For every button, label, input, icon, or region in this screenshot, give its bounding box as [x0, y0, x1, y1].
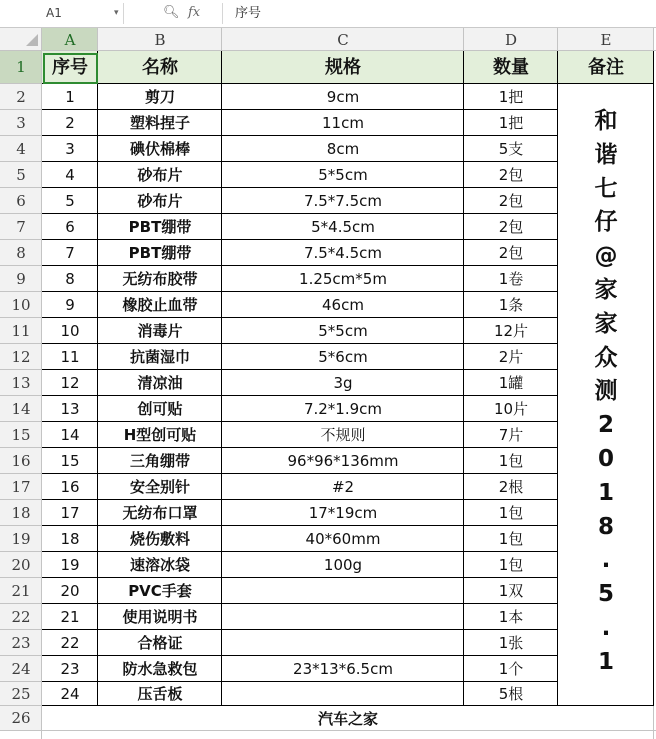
- column-header-d[interactable]: D: [464, 28, 558, 51]
- table-cell[interactable]: 碘伏棉棒: [129, 140, 190, 158]
- row-header-divider: [0, 525, 42, 526]
- column-header-divider: [221, 28, 222, 51]
- header-cell[interactable]: 备注: [558, 51, 654, 84]
- table-horizontal-border: [42, 135, 558, 136]
- column-header-a[interactable]: A: [42, 28, 98, 51]
- table-cell[interactable]: PVC手套: [128, 582, 192, 600]
- table-cell[interactable]: 抗菌湿巾: [129, 348, 190, 366]
- table-cell[interactable]: 2根: [498, 478, 524, 496]
- row-header-10[interactable]: 10: [0, 292, 42, 318]
- column-header-bottom-border: [0, 50, 656, 51]
- remark-character: 1: [597, 479, 614, 506]
- formula-input[interactable]: 序号: [222, 3, 654, 24]
- table-vertical-border: [97, 51, 98, 706]
- remark-character: 1: [597, 648, 614, 675]
- table-cell[interactable]: 2包: [498, 192, 524, 210]
- table-horizontal-border: [42, 577, 558, 578]
- header-cell[interactable]: 名称: [98, 51, 222, 84]
- row-header-divider: [0, 473, 42, 474]
- table-horizontal-border: [42, 187, 558, 188]
- row-header-divider: [0, 161, 42, 162]
- table-cell[interactable]: [222, 630, 464, 656]
- table-horizontal-border: [42, 239, 558, 240]
- table-cell[interactable]: 合格证: [137, 634, 183, 652]
- table-cell[interactable]: 消毒片: [137, 322, 183, 340]
- table-cell[interactable]: 23: [60, 660, 80, 678]
- table-cell[interactable]: 压舌板: [137, 685, 183, 703]
- table-horizontal-border: [42, 83, 654, 84]
- table-cell[interactable]: 无纺布口罩: [122, 504, 198, 522]
- row-header-4[interactable]: 4: [0, 136, 42, 162]
- remark-character: 8: [597, 513, 614, 540]
- table-cell[interactable]: 2包: [498, 244, 524, 262]
- column-header-b[interactable]: B: [98, 28, 222, 51]
- remark-character: @: [594, 243, 618, 270]
- table-horizontal-border: [42, 109, 558, 110]
- table-cell[interactable]: 12: [60, 374, 80, 392]
- table-horizontal-border: [42, 551, 558, 552]
- table-horizontal-border: [42, 603, 558, 604]
- table-cell[interactable]: 1.25cm*5m: [299, 270, 387, 288]
- table-cell[interactable]: 8: [65, 270, 75, 288]
- table-cell[interactable]: 1包: [498, 530, 524, 548]
- table-cell[interactable]: 2包: [498, 218, 524, 236]
- row-header-3[interactable]: 3: [0, 110, 42, 136]
- row-header-17[interactable]: 17: [0, 474, 42, 500]
- table-cell[interactable]: 塑料捏子: [129, 114, 190, 132]
- table-cell[interactable]: 19: [60, 556, 80, 574]
- row-header-5[interactable]: 5: [0, 162, 42, 188]
- row-header-16[interactable]: 16: [0, 448, 42, 474]
- table-cell[interactable]: 3g: [333, 374, 353, 392]
- table-horizontal-border: [42, 447, 558, 448]
- table-cell[interactable]: 创可贴: [137, 400, 183, 418]
- table-horizontal-border: [42, 499, 558, 500]
- remark-character: 众: [594, 344, 618, 371]
- table-cell[interactable]: 1本: [498, 608, 524, 626]
- column-header-divider: [557, 28, 558, 51]
- table-cell[interactable]: 使用说明书: [122, 608, 198, 626]
- table-cell[interactable]: 1条: [498, 296, 524, 314]
- column-header-c[interactable]: C: [222, 28, 464, 51]
- table-horizontal-border: [42, 369, 558, 370]
- remark-merged-cell[interactable]: [558, 84, 654, 706]
- row-header-divider: [0, 265, 42, 266]
- row-header-divider: [0, 83, 42, 84]
- remark-character: 七: [594, 175, 618, 202]
- header-cell[interactable]: 序号: [42, 51, 98, 84]
- row-header-divider: [0, 551, 42, 552]
- table-cell[interactable]: 5支: [498, 140, 524, 158]
- table-cell[interactable]: 46cm: [322, 296, 364, 314]
- table-horizontal-border: [42, 395, 558, 396]
- row-header-divider: [0, 343, 42, 344]
- table-horizontal-border: [42, 473, 558, 474]
- table-cell[interactable]: 10: [60, 322, 80, 340]
- row-header-8[interactable]: 8: [0, 240, 42, 266]
- table-cell[interactable]: 23*13*6.5cm: [293, 660, 393, 678]
- table-cell[interactable]: 7.5*7.5cm: [303, 192, 383, 210]
- function-icon[interactable]: fx: [188, 5, 201, 20]
- table-horizontal-border: [42, 265, 558, 266]
- active-cell-selection: [43, 53, 98, 84]
- row-header-divider: [0, 213, 42, 214]
- row-header-9[interactable]: 9: [0, 266, 42, 292]
- row-header-divider: [0, 603, 42, 604]
- row-header-7[interactable]: 7: [0, 214, 42, 240]
- table-cell[interactable]: 剪刀: [144, 88, 175, 106]
- table-cell[interactable]: 砂布片: [137, 192, 183, 210]
- row-header-23[interactable]: 23: [0, 630, 42, 656]
- row-header-15[interactable]: 15: [0, 422, 42, 448]
- row-header-19[interactable]: 19: [0, 526, 42, 552]
- row-header-divider: [0, 629, 42, 630]
- table-cell[interactable]: 10片: [493, 400, 529, 418]
- table-cell[interactable]: 清凉油: [137, 374, 183, 392]
- name-box[interactable]: A1: [2, 3, 124, 24]
- remark-character: 谐: [594, 141, 618, 168]
- table-cell[interactable]: 7.5*4.5cm: [303, 244, 383, 262]
- row-header-18[interactable]: 18: [0, 500, 42, 526]
- table-cell[interactable]: 5*6cm: [318, 348, 368, 366]
- table-cell[interactable]: 5*5cm: [318, 166, 368, 184]
- row-header-divider: [0, 655, 42, 656]
- table-horizontal-border: [42, 681, 558, 682]
- table-cell[interactable]: 96*96*136mm: [287, 452, 399, 470]
- table-cell[interactable]: 1张: [498, 634, 524, 652]
- table-cell[interactable]: 1包: [498, 504, 524, 522]
- table-cell[interactable]: #2: [331, 478, 355, 496]
- table-horizontal-border: [42, 161, 558, 162]
- row-header-divider: [0, 730, 42, 731]
- table-cell[interactable]: 4: [65, 166, 75, 184]
- header-cell[interactable]: 规格: [222, 51, 464, 84]
- table-cell[interactable]: 13: [60, 400, 80, 418]
- table-cell[interactable]: 5根: [498, 685, 524, 703]
- table-cell[interactable]: 防水急救包: [122, 660, 198, 678]
- table-cell[interactable]: 9cm: [326, 88, 360, 106]
- row-header-divider: [0, 291, 42, 292]
- table-cell[interactable]: 速溶冰袋: [129, 556, 190, 574]
- table-cell[interactable]: 21: [60, 608, 80, 626]
- row-header-divider: [0, 135, 42, 136]
- table-vertical-border: [653, 51, 654, 706]
- remark-character: .: [601, 615, 611, 641]
- row-header-2[interactable]: 2: [0, 84, 42, 110]
- magnifier-icon[interactable]: 🔍︎: [163, 5, 180, 20]
- row-header-12[interactable]: 12: [0, 344, 42, 370]
- table-cell[interactable]: 安全别针: [129, 478, 190, 496]
- table-horizontal-border: [42, 421, 558, 422]
- row-header-26[interactable]: 26: [0, 706, 42, 731]
- table-cell[interactable]: 烧伤敷料: [129, 530, 190, 548]
- table-cell[interactable]: 17: [60, 504, 80, 522]
- table-cell[interactable]: 1包: [498, 452, 524, 470]
- table-cell[interactable]: 7片: [498, 426, 524, 444]
- table-cell[interactable]: 9: [65, 296, 75, 314]
- table-cell[interactable]: PBT绷带: [128, 244, 192, 262]
- table-cell[interactable]: [222, 682, 464, 706]
- column-header-divider: [463, 28, 464, 51]
- row-header-24[interactable]: 24: [0, 656, 42, 682]
- table-cell[interactable]: 7: [65, 244, 75, 262]
- table-cell[interactable]: 1罐: [498, 374, 524, 392]
- remark-character: 测: [594, 378, 618, 405]
- remark-character: 和: [594, 108, 618, 134]
- row-header-divider: [0, 109, 42, 110]
- column-header-e[interactable]: E: [558, 28, 654, 51]
- table-cell[interactable]: 6: [65, 218, 75, 236]
- table-cell[interactable]: 2: [65, 114, 75, 132]
- row-header-divider: [0, 187, 42, 188]
- remark-character: 仔: [594, 209, 618, 236]
- table-horizontal-border: [42, 291, 558, 292]
- row-header-divider: [0, 369, 42, 370]
- row-header-divider: [0, 421, 42, 422]
- row-header-1[interactable]: 1: [0, 51, 42, 84]
- column-header-divider: [97, 28, 98, 51]
- table-cell[interactable]: 1包: [498, 556, 524, 574]
- row-header-11[interactable]: 11: [0, 318, 42, 344]
- row-header-21[interactable]: 21: [0, 578, 42, 604]
- table-cell[interactable]: 1把: [498, 114, 524, 132]
- table-cell[interactable]: 3: [65, 140, 75, 158]
- table-cell[interactable]: 2片: [498, 348, 524, 366]
- remark-character: 家: [594, 277, 618, 303]
- table-cell[interactable]: 15: [60, 452, 80, 470]
- table-cell[interactable]: H型创可贴: [123, 426, 197, 444]
- table-cell[interactable]: 1卷: [498, 270, 524, 288]
- table-cell[interactable]: 8cm: [326, 140, 360, 158]
- remark-character: 5: [597, 581, 614, 608]
- table-cell[interactable]: 24: [60, 685, 80, 703]
- table-vertical-border: [463, 51, 464, 706]
- row-header-20[interactable]: 20: [0, 552, 42, 578]
- gridline: [653, 706, 654, 739]
- table-horizontal-border: [42, 343, 558, 344]
- row-header-14[interactable]: 14: [0, 396, 42, 422]
- row-header-divider: [0, 239, 42, 240]
- table-cell[interactable]: 三角绷带: [129, 452, 190, 470]
- remark-character: 家: [594, 310, 618, 337]
- row-header-divider: [0, 577, 42, 578]
- table-cell[interactable]: [222, 604, 464, 630]
- table-cell[interactable]: 11: [60, 348, 80, 366]
- gridline: [0, 730, 656, 731]
- footer-cell[interactable]: 汽车之家: [317, 710, 378, 728]
- row-header-divider: [0, 447, 42, 448]
- table-cell[interactable]: 5*4.5cm: [311, 218, 375, 236]
- row-header-13[interactable]: 13: [0, 370, 42, 396]
- table-cell[interactable]: 14: [60, 426, 80, 444]
- table-cell[interactable]: 无纺布胶带: [122, 270, 198, 288]
- table-cell[interactable]: 2包: [498, 166, 524, 184]
- table-vertical-border: [221, 51, 222, 706]
- row-header-divider: [0, 499, 42, 500]
- table-vertical-border: [557, 51, 558, 706]
- table-cell[interactable]: 17*19cm: [308, 504, 378, 522]
- row-header-divider: [0, 395, 42, 396]
- table-horizontal-border: [42, 213, 558, 214]
- table-cell[interactable]: 16: [60, 478, 80, 496]
- table-cell[interactable]: 18: [60, 530, 80, 548]
- table-cell[interactable]: 不规则: [320, 426, 366, 444]
- table-horizontal-border: [42, 629, 558, 630]
- table-cell[interactable]: PBT绷带: [128, 218, 192, 236]
- table-cell[interactable]: 20: [60, 582, 80, 600]
- table-cell[interactable]: 5*5cm: [318, 322, 368, 340]
- remark-character: 2: [597, 412, 614, 439]
- table-cell[interactable]: 1把: [498, 88, 524, 106]
- table-horizontal-border: [42, 317, 558, 318]
- table-cell[interactable]: 100g: [323, 556, 363, 574]
- table-cell[interactable]: 22: [60, 634, 80, 652]
- row-header-6[interactable]: 6: [0, 188, 42, 214]
- table-cell[interactable]: 砂布片: [137, 166, 183, 184]
- table-cell[interactable]: 1: [65, 88, 75, 106]
- table-horizontal-border: [42, 525, 558, 526]
- row-header-25[interactable]: 25: [0, 682, 42, 706]
- row-header-right-border: [41, 28, 42, 739]
- table-cell[interactable]: 5: [65, 192, 75, 210]
- row-header-divider: [0, 317, 42, 318]
- table-cell[interactable]: 12片: [493, 322, 529, 340]
- chevron-down-icon[interactable]: ▾: [114, 8, 119, 18]
- table-horizontal-border: [42, 655, 558, 656]
- column-header-divider: [653, 28, 654, 51]
- remark-character: 0: [597, 446, 614, 472]
- row-header-divider: [0, 681, 42, 682]
- table-cell[interactable]: 7.2*1.9cm: [303, 400, 383, 418]
- table-cell[interactable]: [222, 578, 464, 604]
- select-all-triangle-icon[interactable]: [26, 34, 38, 46]
- remark-character: .: [601, 547, 611, 574]
- row-header-divider: [0, 705, 42, 706]
- table-cell[interactable]: 40*60mm: [305, 530, 381, 548]
- header-cell[interactable]: 数量: [464, 51, 558, 84]
- table-cell[interactable]: 1双: [498, 582, 524, 600]
- row-header-22[interactable]: 22: [0, 604, 42, 630]
- table-cell[interactable]: 橡胶止血带: [122, 296, 198, 314]
- table-cell[interactable]: 11cm: [322, 114, 364, 132]
- table-cell[interactable]: 1个: [498, 660, 524, 678]
- table-horizontal-border: [42, 705, 654, 706]
